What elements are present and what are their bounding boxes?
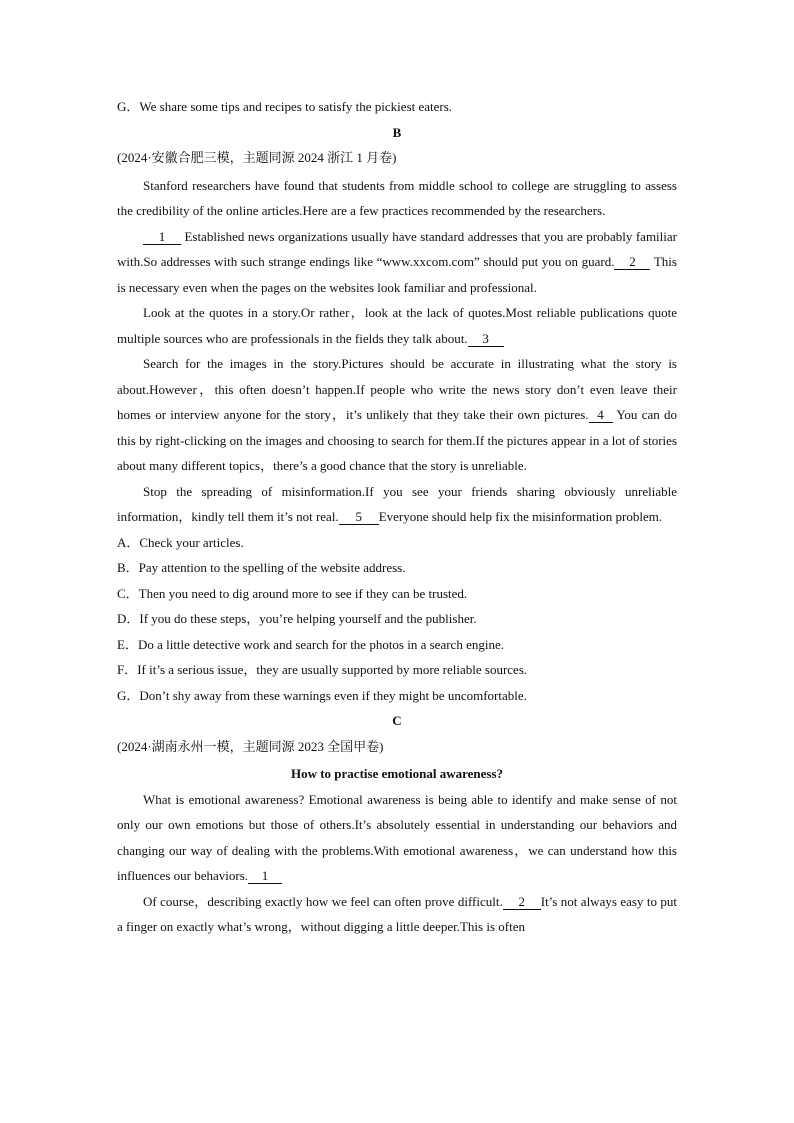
paragraph-text: Look at the quotes in a story.Or rather，look at the lack of quotes.Most reliable publications quote multiple sources who are professionals in the fields they talk about. (117, 305, 677, 346)
option-c: C．Then you need to dig around more to see if they can be trusted. (117, 585, 468, 601)
option-a: A．Check your articles. (117, 534, 244, 550)
option-d: D．If you do these steps，you’re helping yourself and the publisher. (117, 611, 477, 626)
paragraph-text: Search for the images in the story.Pictures should be accurate in illustrating what the story is about.However，this often doesn’t happen.If people who write the news story don’t even leave their homes or interview anyone for the story，it’s unlikely that they take their own pictures. (117, 356, 677, 422)
blank-4[interactable]: 4 (589, 408, 613, 423)
section-b-source: (2024·安徽合肥三模，主题同源 2024 浙江 1 月卷) (117, 150, 397, 165)
paragraph-text: Everyone should help fix the misinformation problem. (378, 509, 663, 524)
section-c-heading: C (392, 713, 402, 728)
option-b: B．Pay attention to the spelling of the website address. (117, 560, 406, 575)
paragraph-text: This is necessary even when the pages on the websites look familiar and professional. (117, 254, 677, 295)
blank-1[interactable]: 1 (143, 230, 181, 245)
option-e: E．Do a little detective work and search for the photos in a search engine. (117, 636, 504, 652)
section-a-option-g: G．We share some tips and recipes to satisfy the pickiest eaters. (117, 99, 453, 114)
section-b-paragraph-3 (117, 300, 677, 351)
paragraph-text: What is emotional awareness? Emotional awareness is being able to identify and make sense of not only our own emotions but those of others.It’s absolutely essential in understanding our behaviors and changing our way of dealing with the problems.With emotional awareness，we can understand how this influences our behaviors. (117, 791, 677, 883)
section-b-paragraph-2 (117, 224, 677, 301)
paragraph-text: Established news organizations usually have standard addresses that you are probably familiar with.So addresses with such strange endings like “www.xxcom.com” should put you on guard. (117, 228, 677, 269)
section-c-paragraph-2 (117, 889, 677, 940)
blank-5[interactable]: 5 (339, 510, 379, 525)
blank-c-1[interactable]: 1 (248, 869, 282, 884)
section-b-paragraph-4 (117, 351, 677, 479)
section-c-title: How to practise emotional awareness? (290, 766, 504, 781)
paragraph-text: You can do this by right-clicking on the images and choosing to search for them.If the pictures appear in a lot of stories about many different topics，there’s a good chance that the story is unreliable. (117, 407, 677, 473)
document-page (117, 94, 677, 940)
section-c-source: (2024·湖南永州一模，主题同源 2023 全国甲卷) (117, 738, 384, 754)
section-b-paragraph-1: Stanford researchers have found that students from middle school to college are struggling to assess the credibility of the online articles.Here are a few practices recommended by the researchers. (117, 177, 677, 218)
option-f: F．If it’s a serious issue，they are usually supported by more reliable sources. (117, 662, 528, 677)
blank-c-2[interactable]: 2 (503, 895, 541, 910)
paragraph-text: Of course，describing exactly how we feel can often prove difficult. (143, 893, 503, 909)
paragraph-text: Stop the spreading of misinformation.If you see your friends sharing obviously unreliable information，kindly tell them it’s not real. (117, 483, 677, 524)
option-g: G．Don’t shy away from these warnings even if they might be uncomfortable. (117, 687, 527, 703)
section-b-heading: B (392, 124, 402, 140)
paragraph-text: It’s not always easy to put a finger on exactly what’s wrong，without digging a little deeper.This is often (117, 893, 677, 934)
section-b-paragraph-5 (117, 479, 677, 530)
section-c-paragraph-1 (117, 787, 677, 889)
blank-2[interactable]: 2 (614, 255, 650, 270)
blank-3[interactable]: 3 (468, 332, 504, 347)
